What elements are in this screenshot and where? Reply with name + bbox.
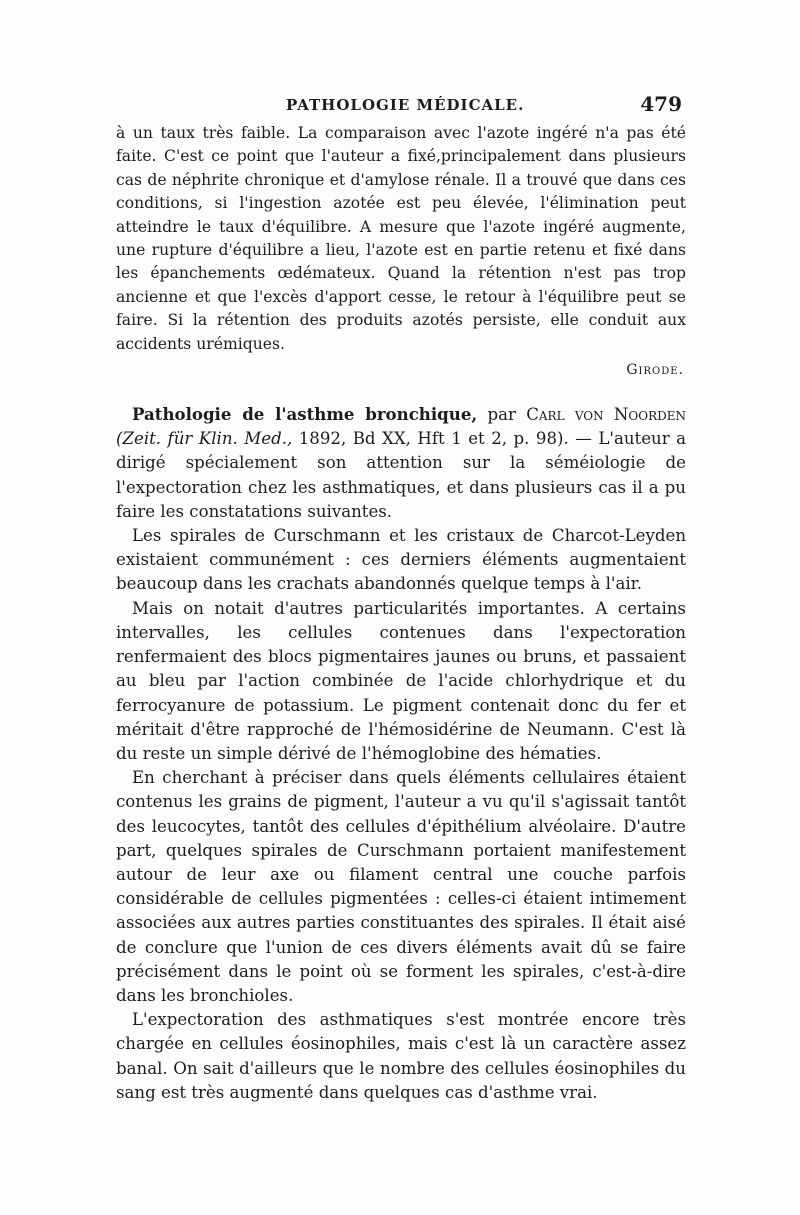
article-citation: 1892, Bd XX, Hft 1 et 2, p. 98). —	[298, 429, 592, 449]
paragraph-particularites: Mais on notait d'autres particularités importantes. A certains intervalles, les cellules contenues dans l'expectoration renfermaient des blocs pigmentaires jaunes ou bruns, et passaient au bleu par l'action combinée de l'acide chlorhydrique et du ferrocyanure de potassium. Le pigment contenait donc du fer et méritait d'être rapproché de l'hémosidérine de Neumann. C'est là du reste un simple dérivé de l'hémoglobine des hématies.	[116, 598, 686, 763]
paragraph-spirales: Les spirales de Curschmann et les cristaux de Charcot-Leyden existaient communément : ces derniers éléments augmentaient beaucoup dans les crachats abandonnés quelque temps à l'air.	[116, 526, 686, 594]
running-title: PATHOLOGIE MÉDICALE.	[286, 96, 525, 114]
article-par: par	[487, 405, 516, 425]
running-head	[116, 92, 686, 122]
paragraph-pigment: En cherchant à préciser dans quels éléments cellulaires étaient contenus les grains de pigment, l'auteur a vu qu'il s'agissait tantôt des leucocytes, tantôt des cellules d'épithélium alvéolaire. D'autre part, quelques spirales de Curschmann portaient manifestement autour de leur axe ou filament central une couche parfois considérable de cellules pigmentées : celles-ci étaient intimement associées aux autres parties constituantes des spirales. Il était aisé de conclure que l'union de ces divers éléments avait dû se faire précisément dans le point où se forment les spirales, c'est-à-dire dans les bronchioles.	[116, 768, 686, 1005]
article-heading-paragraph	[116, 402, 686, 524]
page-number: 479	[640, 92, 682, 116]
paragraph-eosinophiles: L'expectoration des asthmatiques s'est montrée encore très chargée en cellules éosinophiles, mais c'est là un caractère assez banal. On sait d'ailleurs que le nombre des cellules éosinophiles du sang est très augmenté dans quelques cas d'asthme vrai.	[116, 1010, 686, 1102]
article-journal: (Zeit. für Klin. Med.,	[116, 429, 293, 449]
author-signature: Girode.	[626, 362, 684, 379]
book-page	[116, 92, 686, 1105]
article-author: Carl von Noorden	[526, 405, 686, 425]
article-intro: L'auteur a dirigé spécialement son attention sur la séméiologie de l'expectoration chez les asthmatiques, et dans plusieurs cas il a pu faire les constatations suivantes.	[116, 429, 687, 521]
article	[116, 402, 686, 1105]
article-title: Pathologie de l'asthme bronchique,	[132, 404, 478, 425]
previous-article-text: à un taux très faible. La comparaison avec l'azote ingéré n'a pas été faite. C'est ce point que l'auteur a fixé,principalement dans plusieurs cas de néphrite chronique et d'amylose rénale. Il a trouvé que dans ces conditions, si l'ingestion azotée est peu élevée, l'élimination peut atteindre le taux d'équilibre. A mesure que l'azote ingéré augmente, une rupture d'équilibre a lieu, l'azote est en partie retenu et fixé dans les épanchements œdémateux. Quand la rétention n'est pas trop ancienne et que l'excès d'apport cesse, le retour à l'équilibre peut se faire. Si la rétention des produits azotés persiste, elle conduit aux accidents urémiques.	[116, 124, 686, 353]
